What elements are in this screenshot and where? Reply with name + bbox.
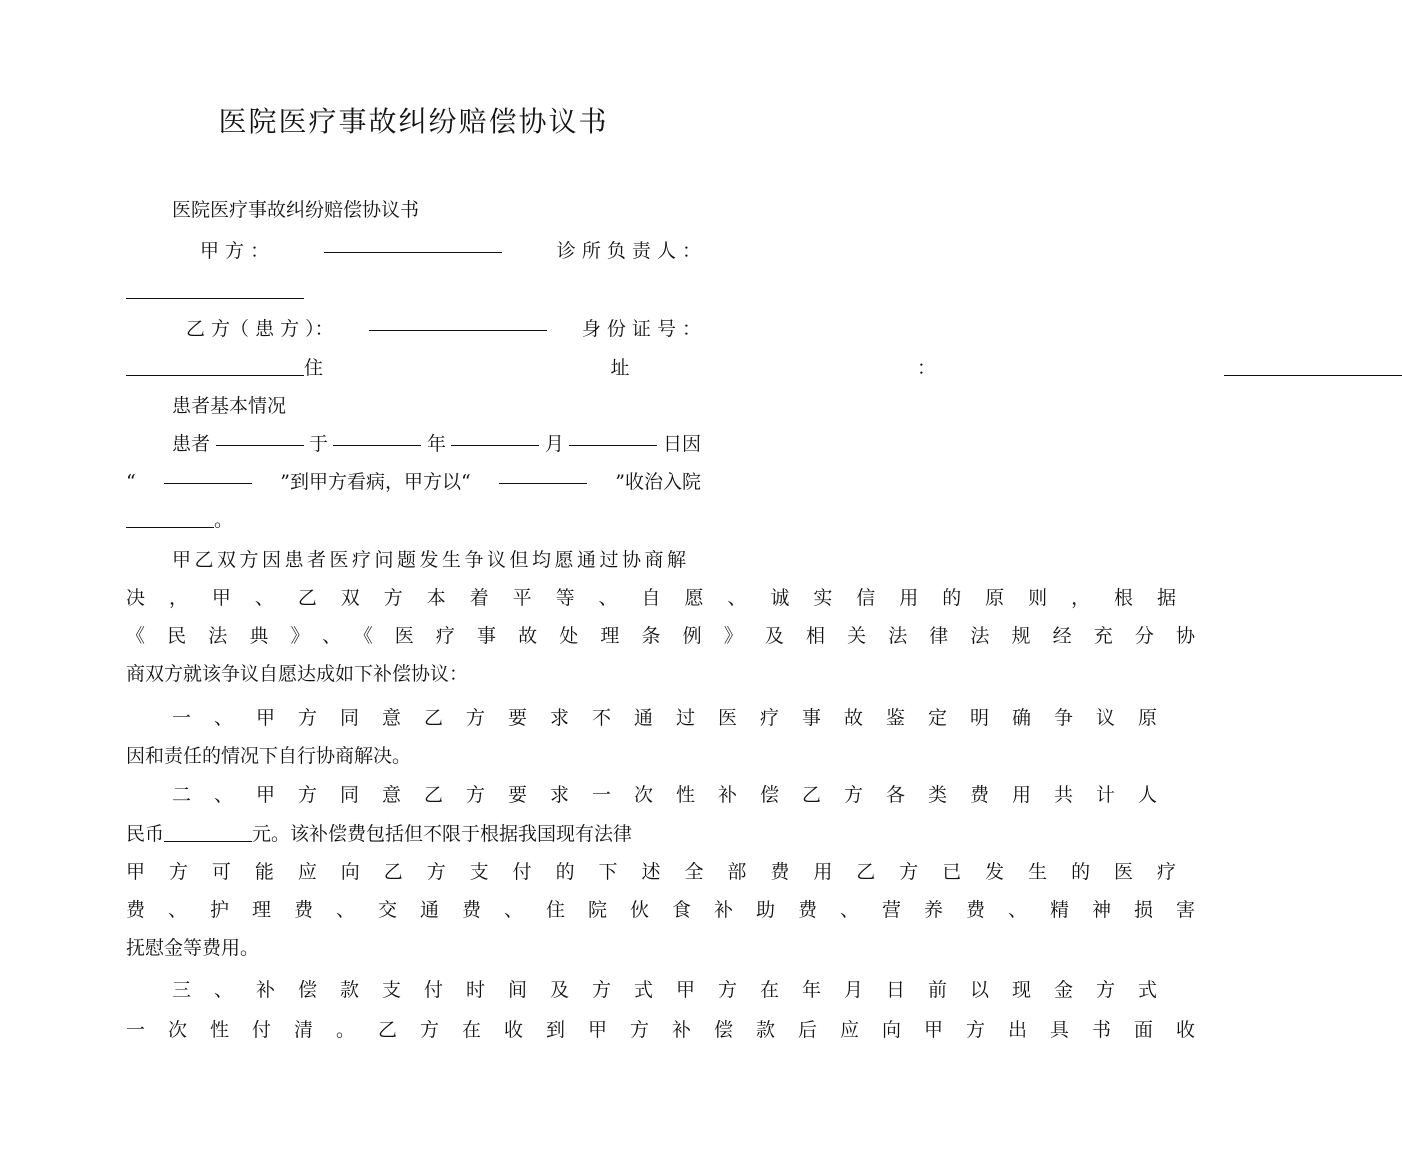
body-line-2 [126,579,1200,617]
party-b-label: 乙 方（ 患 方 ）： [186,318,334,340]
diagnosis-blank [499,463,587,484]
date-blank-2 [451,425,539,446]
clause-3-line-2 [126,1011,1219,1049]
address-blank [1224,355,1402,376]
clause-2-line-5 [126,929,701,967]
body-line-3 [126,617,1218,655]
clause-2-line-4 [126,891,1219,929]
party-a-blank [324,232,502,253]
party-a-label: 甲 方 ： [200,240,270,262]
party-b-line [186,310,701,348]
visit-text: ”到甲方看病，甲方以“ [280,471,471,493]
id-blank [126,355,304,376]
party-b-blank [369,310,547,331]
clause-2-line-3 [126,853,1200,891]
year-label: 年 [426,433,446,455]
document-subtitle: 医院医疗事故纠纷赔偿协议书 [172,199,420,221]
clause-text: 因和责任的情况下自行协商解决。 [126,745,412,767]
open-quote: “ [126,471,136,493]
body-text: 商双方就该争议自愿达成如下补偿协议： [126,663,469,685]
amount-blank [164,821,252,842]
body-text: 甲乙双方因患者医疗问题发生争议但均愿通过协商解 [172,549,690,571]
manager-blank [126,278,304,299]
patient-info-line-3 [126,501,701,539]
body-text: 决，甲、乙双方本着平等、自愿、诚实信用的原则，根据 [126,587,1200,609]
clause-2-line-2 [126,815,701,853]
body-text: 《民法典》、《医疗事故处理条例》及相关法律法规经充分协 [126,625,1218,647]
manager-label: 诊 所 负 责 人 ： [556,240,701,262]
patient-info-heading: 患者基本情况 [172,395,287,417]
body-line-4 [126,655,701,693]
admitted-text: ”收治入院 [615,471,701,493]
patient-name-blank [216,425,304,446]
period: 。 [214,509,234,531]
clause-2-line-1 [172,776,1181,814]
document-title: 医院医疗事故纠纷赔偿协议书 [218,105,609,138]
admission-blank [126,507,214,528]
reason-blank [164,463,252,484]
date-on-label: 于 [308,433,328,455]
party-a-line [200,232,701,270]
body-line-1 [172,541,701,579]
day-because-label: 日因 [662,433,701,455]
clause-1-line-2 [126,737,701,775]
patient-label: 患者 [172,433,211,455]
patient-info-line-2 [126,463,701,501]
clause-text: 二、甲方同意乙方要求一次性补偿乙方各类费用共计人 [172,784,1181,806]
id-label: 身 份 证 号 ： [581,318,701,340]
clause-text: 费、护理费、交通费、住院伙食补助费、营养费、精神损害 [126,899,1219,921]
clause-text: 元。该补偿费包括但不限于根据我国现有法律 [252,823,633,845]
clause-text: 三、补偿款支付时间及方式甲方在年月日前以现金方式 [172,979,1181,1001]
address-label: 住址： [304,357,1224,379]
patient-info-line-1 [172,425,701,463]
clause-1-line-1 [172,699,1181,737]
currency-label: 民币 [126,823,165,845]
month-label: 月 [544,433,564,455]
id-address-line [126,349,1224,387]
clause-text: 抚慰金等费用。 [126,937,260,959]
clause-text: 甲方可能应向乙方支付的下述全部费用乙方已发生的医疗 [126,861,1200,883]
manager-blank-line [126,272,701,310]
clause-text: 一次性付清。乙方在收到甲方补偿款后应向甲方出具书面收 [126,1019,1219,1041]
clause-text: 一、甲方同意乙方要求不通过医疗事故鉴定明确争议原 [172,707,1181,729]
date-blank-3 [569,425,657,446]
clause-3-line-1 [172,971,1181,1009]
date-blank-1 [333,425,421,446]
